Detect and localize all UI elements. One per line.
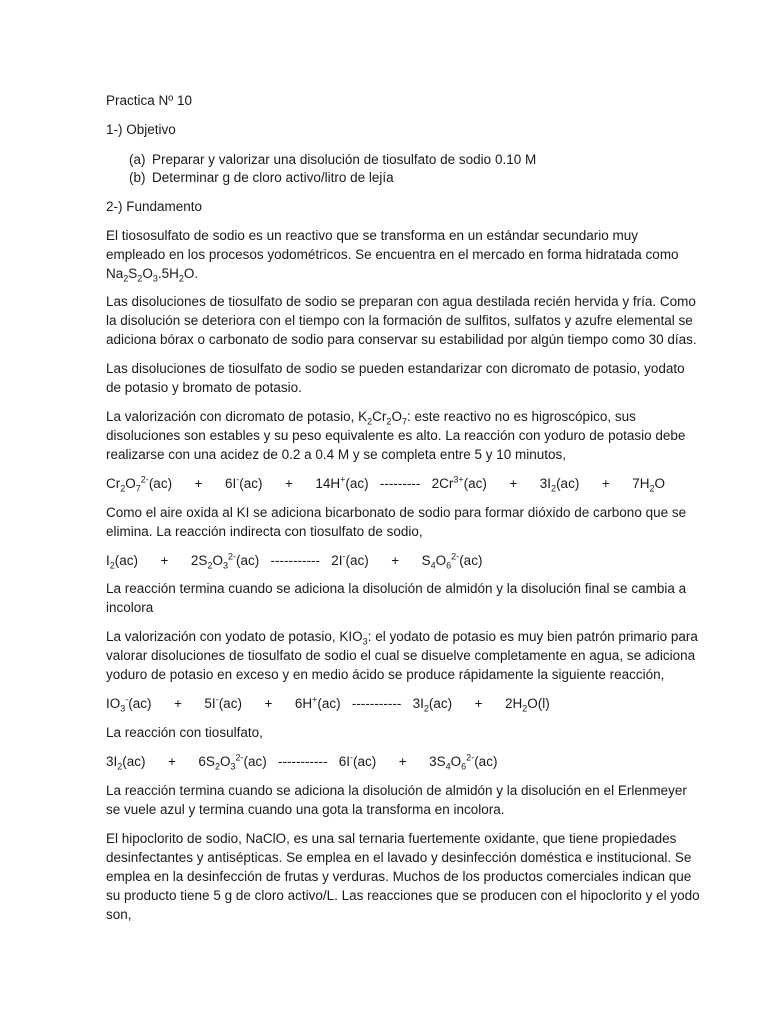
- paragraph-line: su producto tiene 5 g de cloro activo/L. Las reacciones que se producen con el hipoclorito y el yodo: [106, 888, 700, 903]
- list-item-text: Preparar y valorizar una disolución de tiosulfato de sodio 0.10 M: [152, 152, 537, 167]
- list-item: [129, 168, 394, 187]
- paragraph-line: emplea en la desinfección de frutas y verduras. Muchos de los productos comerciales indican que: [106, 869, 692, 884]
- list-marker: (b): [129, 170, 146, 185]
- paragraph-line: elimina. La reacción indirecta con tiosulfato de sodio,: [106, 524, 423, 539]
- paragraph-line: Las disoluciones de tiosulfato de sodio se pueden estandarizar con dicromato de potasio, yodato: [106, 361, 685, 376]
- list-marker: (a): [129, 152, 146, 167]
- section-heading-objetivo: 1-) Objetivo: [106, 122, 176, 137]
- paragraph-line: El hipoclorito de sodio, NaClO, es una sal ternaria fuertemente oxidante, que tiene propiedades: [106, 831, 677, 846]
- paragraph-line: La reacción termina cuando se adiciona la disolución de almidón y la disolución final se cambia a: [106, 581, 687, 596]
- paragraph-line: valorar disoluciones de tiosulfato de sodio el cual se disuelve completamente en agua, se adiciona: [106, 648, 696, 663]
- paragraph-line: La reacción con tiosulfato,: [106, 725, 263, 740]
- paragraph-line: la disolución se deteriora con el tiempo con la formación de sulfitos, sulfatos y azufre elemental se: [106, 313, 693, 328]
- paragraph-line: La valorización con dicromato de potasio, $K_2Cr_2O_7$: este reactivo no es higroscópico, sus: [106, 409, 636, 427]
- paragraph-line: yoduro de potasio en exceso y en medio ácido se produce rápidamente la siguiente reacción,: [106, 667, 665, 682]
- paragraph-line: Las disoluciones de tiosulfato de sodio se preparan con agua destilada recién hervida y fría. Como: [106, 294, 696, 309]
- paragraph-line: desinfectantes y antisépticas. Se emplea en el lavado y desinfección doméstica e institucional. Se: [106, 850, 692, 865]
- paragraph-line: Como el aire oxida al KI se adiciona bicarbonato de sodio para formar dióxido de carbono que se: [106, 505, 687, 520]
- list-item: [129, 150, 536, 169]
- paragraph-line: realizarse con una acidez de 0.2 a 0.4 M y se completa entre 5 y 10 minutos,: [106, 447, 567, 462]
- paragraph-line: empleado en los procesos yodométricos. Se encuentra en el mercado en forma hidratada como: [106, 247, 679, 262]
- paragraph-line: disoluciones son estables y su peso equivalente es alto. La reacción con yoduro de potasio debe: [106, 428, 686, 443]
- chemical-equation: $3I_2(ac)$ + $6S_2O_3^{2-}(ac)$ ----------- 6I-(ac) + $3S_4O_6^{2-}(ac)$: [106, 752, 498, 772]
- paragraph-line: El tiososulfato de sodio es un reactivo que se transforma en un estándar secundario muy: [106, 228, 639, 243]
- paragraph-line: son,: [106, 907, 132, 922]
- paragraph-line: de potasio y bromato de potasio.: [106, 380, 302, 395]
- list-item-text: Determinar g de cloro activo/litro de lejía: [152, 170, 394, 185]
- chemical-equation: $I_2(ac)$ + $2S_2O_3^{2-}(ac)$ ----------- 2I-(ac) + $S_4O_6^{2-}(ac)$: [106, 551, 483, 571]
- section-heading-fundamento: 2-) Fundamento: [106, 199, 203, 214]
- formula-line: $Na_2S_2O_3.5H_2O$.: [106, 266, 199, 284]
- paragraph-line: adiciona bórax o carbonato de sodio para conservar su estabilidad por algún tiempo como 30 días.: [106, 332, 697, 347]
- document-title: Practica Nº 10: [106, 93, 192, 108]
- paragraph-line: se vuele azul y termina cuando una gota la transforma en incolora.: [106, 802, 505, 817]
- paragraph-line: La valorización con yodato de potasio, $KIO_3$: el yodato de potasio es muy bien patrón primario para: [106, 629, 698, 647]
- paragraph-line: incolora: [106, 600, 154, 615]
- chemical-equation: $IO_3^-(ac)$ + 5I-(ac) + 6H+(ac) ----------- $3I_2(ac)$ + $2H_2O(l)$: [106, 694, 550, 714]
- paragraph-line: La reacción termina cuando se adiciona la disolución de almidón y la disolución en el Erlenmeyer: [106, 783, 687, 798]
- chemical-equation: $Cr_2O_7^{2-}(ac)$ + 6I-(ac) + 14H+(ac) --------- $2Cr^{3+}(ac)$ + $3I_2(ac)$ + $7H_2O$: [106, 474, 665, 494]
